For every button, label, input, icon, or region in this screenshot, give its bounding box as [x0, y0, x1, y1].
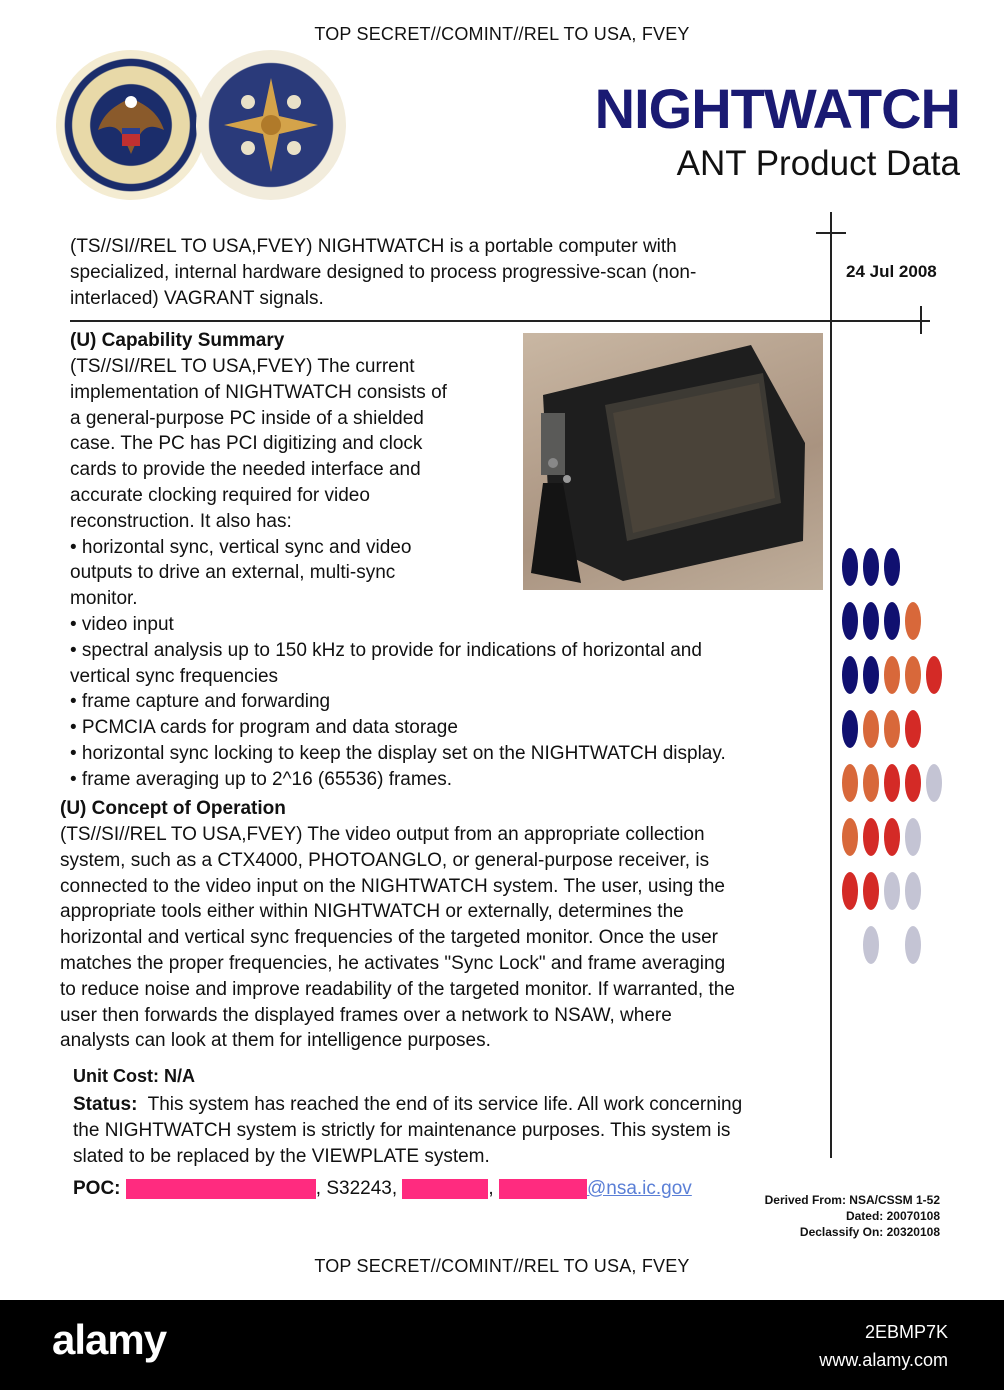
declassify-on: Declassify On: 20320108 — [799, 1225, 940, 1239]
redaction-phone — [402, 1179, 488, 1199]
capability-line: • frame averaging up to 2^16 (65536) frames. — [70, 768, 453, 790]
capability-line: accurate clocking required for video — [70, 484, 370, 506]
dot-orange — [905, 656, 921, 694]
intro-line: (TS//SI//REL TO USA,FVEY) NIGHTWATCH is a portable computer with — [70, 236, 677, 257]
capability-heading: (U) Capability Summary — [70, 330, 285, 351]
star-icon — [196, 50, 346, 200]
capability-line: (TS//SI//REL TO USA,FVEY) The current — [70, 356, 415, 377]
intro-line: interlaced) VAGRANT signals. — [70, 287, 324, 309]
dot-red — [863, 818, 879, 856]
classification-top: TOP SECRET//COMINT//REL TO USA, FVEY — [314, 24, 690, 44]
dot-navy — [842, 656, 858, 694]
concept-line: system, such as a CTX4000, PHOTOANGLO, or general-purpose receiver, is — [60, 849, 710, 871]
dot-gray — [905, 926, 921, 964]
eagle-icon — [56, 50, 206, 200]
concept-line: (TS//SI//REL TO USA,FVEY) The video output from an appropriate collection — [60, 824, 705, 845]
dot-gray — [884, 872, 900, 910]
capability-line: • PCMCIA cards for program and data storage — [70, 717, 458, 739]
derived-from: Derived From: NSA/CSSM 1-52 — [764, 1193, 940, 1207]
nsa-seal — [56, 50, 206, 200]
capability-line: monitor. — [70, 588, 138, 610]
poc-code: , S32243, — [315, 1178, 398, 1199]
dot-gray — [905, 818, 921, 856]
status-line: the NIGHTWATCH system is strictly for maintenance purposes. This system is — [73, 1119, 731, 1141]
capability-line: • spectral analysis up to 150 kHz to provide for indications of horizontal and — [70, 639, 702, 661]
dot-gray — [926, 764, 942, 802]
concept-heading: (U) Concept of Operation — [60, 798, 286, 819]
unit-cost-value: N/A — [164, 1066, 195, 1086]
dot-navy — [863, 602, 879, 640]
concept-line: user then forwards the displayed frames over a network to NSAW, where — [60, 1004, 672, 1026]
unit-cost — [73, 1066, 195, 1087]
dot-navy — [863, 656, 879, 694]
derived-dated: Dated: 20070108 — [845, 1209, 940, 1223]
dot-orange — [884, 656, 900, 694]
capability-body — [70, 354, 830, 793]
dot-orange — [842, 764, 858, 802]
dot-navy — [884, 548, 900, 586]
concept-line: to reduce noise and improve readability of the targeted monitor. If warranted, the — [60, 978, 735, 1000]
dot-orange — [905, 602, 921, 640]
dot-navy — [842, 710, 858, 748]
poc-label: POC: — [73, 1178, 121, 1199]
dot-red — [863, 872, 879, 910]
dot-navy — [842, 548, 858, 586]
unit-cost-label: Unit Cost: — [73, 1066, 159, 1086]
dot-pattern — [842, 548, 962, 968]
status-line: This system has reached the end of its service life. All work concerning — [147, 1094, 743, 1115]
concept-line: connected to the video input on the NIGHTWATCH system. The user, using the — [60, 875, 725, 897]
poc-email-link[interactable]: @nsa.ic.gov — [586, 1178, 692, 1199]
redaction-email — [499, 1179, 587, 1199]
dot-orange — [863, 710, 879, 748]
horizontal-rule — [70, 320, 930, 322]
dot-gray — [863, 926, 879, 964]
dot-navy — [863, 548, 879, 586]
dot-red — [884, 764, 900, 802]
css-seal — [196, 50, 346, 200]
dot-red — [926, 656, 942, 694]
stock-url: www.alamy.com — [819, 1350, 948, 1370]
poc-line — [73, 1178, 692, 1200]
dot-navy — [842, 602, 858, 640]
capability-line: case. The PC has PCI digitizing and clock — [70, 433, 423, 455]
capability-line: • horizontal sync, vertical sync and video — [70, 536, 412, 558]
dot-orange — [884, 710, 900, 748]
crosshair-top — [816, 232, 846, 234]
document-title: NIGHTWATCH — [594, 77, 960, 140]
capability-line: outputs to drive an external, multi-sync — [70, 562, 396, 584]
concept-line: analysts can look at them for intelligence purposes. — [60, 1030, 491, 1052]
capability-line: cards to provide the needed interface and — [70, 459, 421, 481]
status-block — [73, 1092, 833, 1169]
concept-line: appropriate tools either within NIGHTWATCH or externally, determines the — [60, 901, 684, 923]
intro-line: specialized, internal hardware designed to process progressive-scan (non- — [70, 261, 697, 283]
status-label: Status: — [73, 1094, 138, 1115]
status-line: slated to be replaced by the VIEWPLATE system. — [73, 1145, 490, 1167]
stock-logo: alamy — [52, 1316, 167, 1363]
dot-gray — [905, 872, 921, 910]
dot-red — [905, 710, 921, 748]
capability-line: implementation of NIGHTWATCH consists of — [70, 381, 447, 403]
capability-line: reconstruction. It also has: — [70, 510, 292, 532]
capability-line: vertical sync frequencies — [70, 665, 279, 687]
intro-paragraph — [70, 234, 810, 311]
concept-body — [60, 822, 830, 1054]
dot-orange — [863, 764, 879, 802]
dot-red — [884, 818, 900, 856]
classification-bottom: TOP SECRET//COMINT//REL TO USA, FVEY — [314, 1256, 690, 1276]
derived-block — [765, 1192, 940, 1240]
redaction-name — [126, 1179, 316, 1199]
dot-red — [842, 872, 858, 910]
crosshair-right — [920, 306, 922, 334]
dot-orange — [842, 818, 858, 856]
capability-line: • video input — [70, 613, 174, 635]
dot-red — [905, 764, 921, 802]
concept-line: horizontal and vertical sync frequencies of the targeted monitor. Once the user — [60, 927, 718, 949]
concept-line: matches the proper frequencies, he activates "Sync Lock" and frame averaging — [60, 952, 726, 974]
stock-image-id: 2EBMP7K — [864, 1322, 948, 1342]
capability-line: • frame capture and forwarding — [70, 691, 331, 713]
dot-navy — [884, 602, 900, 640]
document-subtitle: ANT Product Data — [676, 144, 960, 183]
capability-line: • horizontal sync locking to keep the display set on the NIGHTWATCH display. — [70, 742, 726, 764]
document-date: 24 Jul 2008 — [846, 262, 937, 281]
poc-comma: , — [488, 1178, 494, 1199]
vertical-rule — [830, 212, 832, 1158]
capability-line: a general-purpose PC inside of a shielded — [70, 407, 424, 429]
